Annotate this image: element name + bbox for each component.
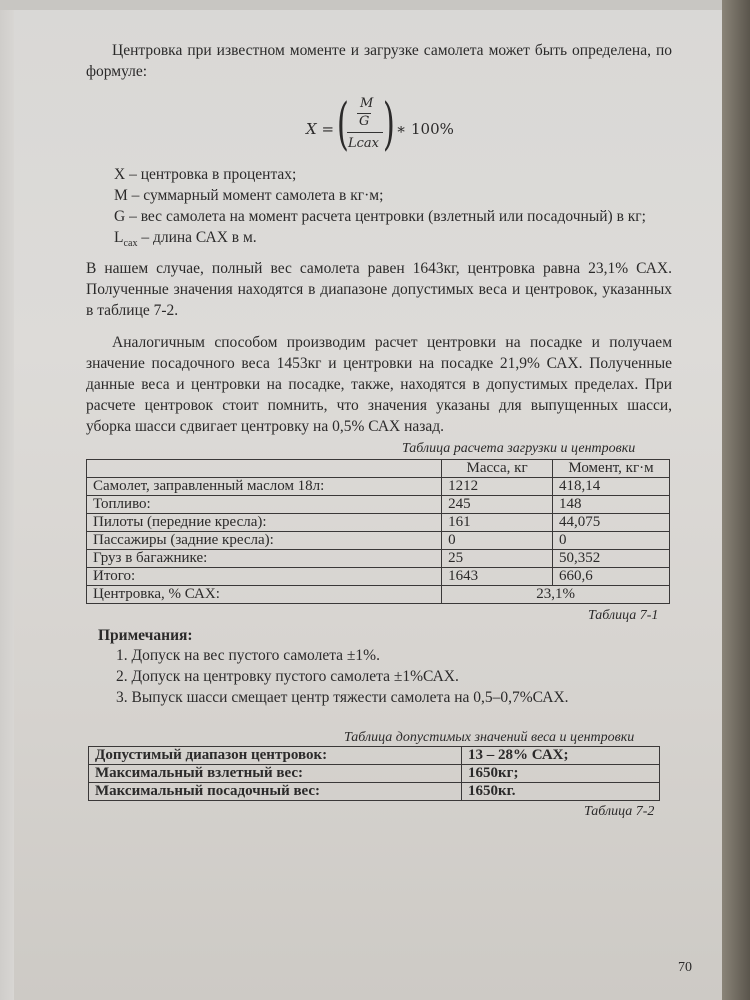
table-cell: Груз в багажнике: — [87, 550, 442, 568]
definition-l-prefix: L — [114, 229, 124, 246]
table-cell: Максимальный взлетный вес: — [89, 765, 462, 783]
formula-m: M — [360, 96, 374, 111]
table2-caption: Таблица 7-2 — [584, 804, 655, 819]
table-row — [87, 550, 670, 568]
table-cell: Допустимый диапазон центровок: — [89, 747, 462, 765]
table-row — [87, 460, 670, 478]
formula-lhs: X = — [306, 120, 335, 138]
table1-title: Таблица расчета загрузки и центровки — [402, 441, 636, 456]
table-cell-cg-value: 23,1% — [442, 586, 670, 604]
note-item: 1. Допуск на вес пустого самолета ±1%. — [116, 647, 380, 664]
notes-title: Примечания: — [98, 627, 193, 644]
formula-fraction-line — [347, 132, 383, 133]
formula-right-paren: ) — [382, 92, 395, 157]
page-top-edge — [0, 0, 722, 10]
formula-g: G — [359, 114, 370, 129]
table-row — [87, 532, 670, 550]
table-cell: 13 – 28% САХ; — [462, 747, 660, 765]
note-item: 2. Допуск на центровку пустого самолета ±1%САХ. — [116, 668, 459, 685]
definition-l — [114, 227, 257, 254]
formula-multiply: ∗ — [396, 120, 407, 138]
table-row — [87, 496, 670, 514]
definition-x: X – центровка в процентах; — [114, 166, 297, 183]
paragraph-landing-cg: Аналогичным способом производим расчет центровки на посадке и получаем значение посадочного веса 1453кг и центровки на посадке 21,9% САХ. Полученные данные веса и центровки на посадке, также, находятся в допустимых пределах. При расчете центровок стоит помнить, что значения указаны для выпущенных шасси, уборка шасси сдвигает центровку на 0,5% САХ назад. — [86, 334, 672, 435]
table-row — [89, 747, 660, 765]
definition-l-rest: – длина САХ в м. — [137, 229, 257, 246]
cg-formula — [300, 92, 470, 162]
table-cell: 1212 — [442, 478, 553, 496]
table-row — [87, 514, 670, 532]
table-cell: Максимальный посадочный вес: — [89, 783, 462, 801]
page-left-margin — [0, 0, 14, 1000]
table-cell: 25 — [442, 550, 553, 568]
definition-m: M – суммарный момент самолета в кг·м; — [114, 187, 384, 204]
table-cell: 161 — [442, 514, 553, 532]
table-cell: 418,14 — [552, 478, 669, 496]
table-row — [87, 478, 670, 496]
table-header-cell: Масса, кг — [442, 460, 553, 478]
table-row — [89, 765, 660, 783]
table2-title: Таблица допустимых значений веса и центровки — [344, 730, 635, 745]
paragraph-total-weight: В нашем случае, полный вес самолета равен 1643кг, центровка равна 23,1% САХ. Полученные значения находятся в диапазоне допустимых веса и центровок, указанных в таблице 7-2. — [86, 260, 672, 319]
table-cell: Итого: — [87, 568, 442, 586]
table-header-cell — [87, 460, 442, 478]
table-cell-cg-label: Центровка, % САХ: — [87, 586, 442, 604]
note-item: 3. Выпуск шасси смещает центр тяжести самолета на 0,5–0,7%САХ. — [116, 689, 569, 706]
table-cell: 0 — [552, 532, 669, 550]
table-cell: 1643 — [442, 568, 553, 586]
table-row — [89, 783, 660, 801]
intro-paragraph: Центровка при известном моменте и загрузке самолета может быть определена, по формуле: — [86, 42, 672, 80]
table-cell: Самолет, заправленный маслом 18л: — [87, 478, 442, 496]
page-number: 70 — [678, 960, 692, 975]
table-cell: 660,6 — [552, 568, 669, 586]
table-cell: 245 — [442, 496, 553, 514]
table1-caption: Таблица 7-1 — [588, 608, 659, 623]
table-cell: 1650кг. — [462, 783, 660, 801]
definition-l-sub: сах — [123, 238, 138, 250]
formula-percent: 100% — [410, 120, 454, 138]
table-header-cell: Момент, кг·м — [552, 460, 669, 478]
table-cell: 0 — [442, 532, 553, 550]
table-cell: 44,075 — [552, 514, 669, 532]
book-spine-edge — [722, 0, 750, 1000]
table-row — [87, 586, 670, 604]
table-cell: Пассажиры (задние кресла): — [87, 532, 442, 550]
table-cell: 50,352 — [552, 550, 669, 568]
table-cell: Пилоты (передние кресла): — [87, 514, 442, 532]
formula-left-paren: ( — [336, 92, 349, 157]
allowed-values-table — [88, 746, 660, 801]
definition-g: G – вес самолета на момент расчета центровки (взлетный или посадочный) в кг; — [114, 208, 646, 225]
formula-denominator: Lсах — [348, 136, 379, 151]
table-cell: 1650кг; — [462, 765, 660, 783]
load-cg-table — [86, 459, 670, 604]
formula-tail — [396, 120, 454, 138]
table-row — [87, 568, 670, 586]
table-cell: 148 — [552, 496, 669, 514]
table-cell: Топливо: — [87, 496, 442, 514]
